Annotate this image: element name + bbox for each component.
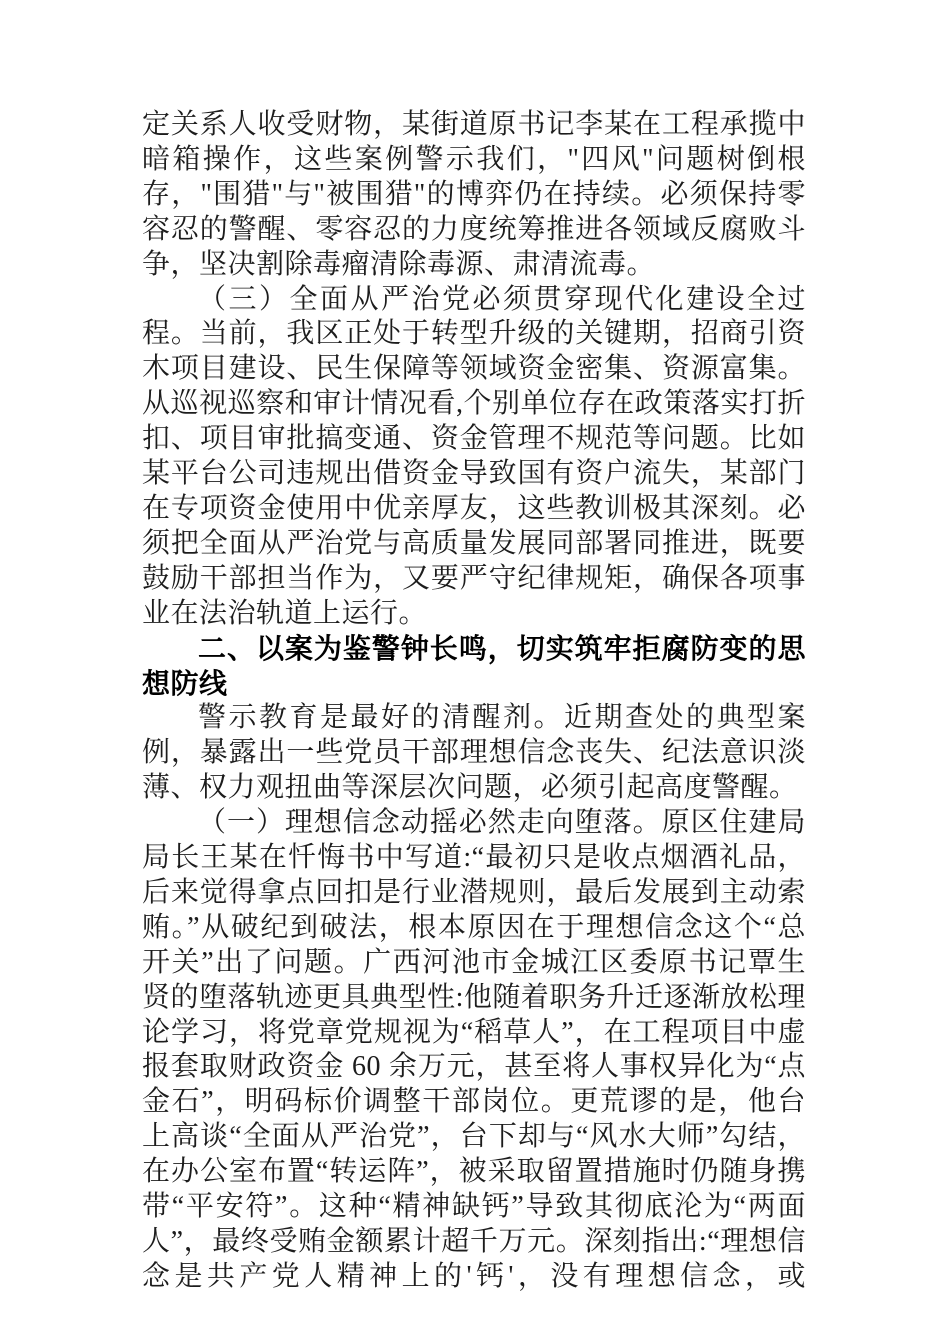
paragraph-continuation-from-previous-page: 定关系人收受财物，某街道原书记李某在工程承揽中暗箱操作，这些案例警示我们，"四风"问题树倒根存，"围猎"与"被围猎"的博弈仍在持续。必须保持零容忍的警醒、零容忍的力度统筹推进各领域反腐败斗争，坚决割除毒瘤清除毒源、肃清流毒。 — [142, 109, 806, 280]
document-content — [142, 108, 806, 1295]
paragraph-subsection-one: （一）理想信念动摇必然走向堕落。原区住建局局长王某在忏悔书中写道:“最初只是收点烟酒礼品，后来觉得拿点回扣是行业潜规则，最后发展到主动索贿。”从破纪到破法，根本原因在于理想信念这个“总开关”出了问题。广西河池市金城江区委原书记覃生贤的堕落轨迹更具典型性:他随着职务升迁逐渐放松理论学习，将党章党规视为“稻草人”，在工程项目中虚报套取财政资金 60 余万元，甚至将人事权异化为“点金石”，明码标价调整干部岗位。更荒谬的是，他台上高谈“全面从严治党”，台下却与“风水大师”勾结，在办公室布置“转运阵”，被采取留置措施时仍随身携带“平安符”。这种“精神缺钙”导致其彻底沦为“两面人”，最终受贿金额累计超千万元。深刻指出:“理想信念是共产党人精神上的'钙'，没有理想信念，或 — [142, 807, 806, 1292]
paragraph-section-three: （三）全面从严治党必须贯穿现代化建设全过程。当前，我区正处于转型升级的关键期，招商引资木项目建设、民生保障等领域资金密集、资源富集。从巡视巡察和审计情况看,个别单位存在政策落实打折扣、项目审批搞变通、资金管理不规范等问题。比如某平台公司违规出借资金导致国有资户流失，某部门在专项资金使用中优亲厚友，这些教训极其深刻。必须把全面从严治党与高质量发展同部署同推进，既要鼓励干部担当作为，又要严守纪律规矩，确保各项事业在法治轨道上运行。 — [142, 283, 806, 629]
paragraph-warning-education-intro: 警示教育是最好的清醒剂。近期查处的典型案例，暴露出一些党员干部理想信念丧失、纪法意识淡薄、权力观扭曲等深层次问题，必须引起高度警醒。 — [142, 702, 806, 804]
section-heading-two: 二、以案为鉴警钟长鸣，切实筑牢拒腐防变的思想防线 — [142, 632, 806, 699]
